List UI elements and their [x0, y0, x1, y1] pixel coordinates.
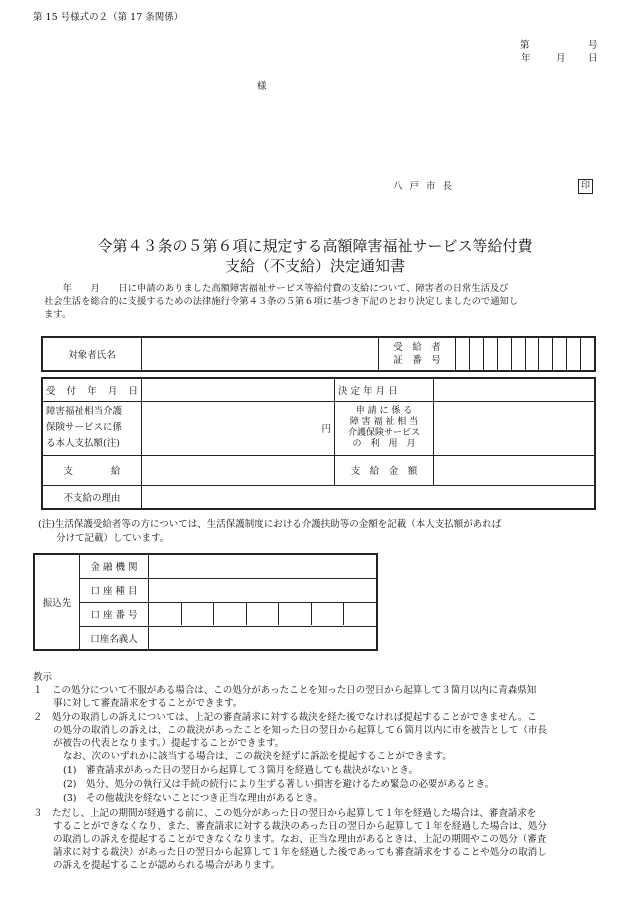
- issuer: 八 戸 市 長: [393, 181, 455, 192]
- date-month: 月: [556, 53, 566, 64]
- account-number-label: 口 座 番 号: [80, 602, 149, 626]
- date-year: 年: [521, 53, 531, 64]
- instruction-heading: 教示: [33, 672, 53, 683]
- instruction-p2-item2: (2) 処分、処分の執行又は手続の続行により生ずる著しい損害を避けるため緊急の必要があるとき。: [63, 779, 495, 790]
- account-type-value[interactable]: [149, 578, 378, 602]
- intro-line2: 社会生活を総合的に支援するための法律施行令第４３条の５第６項に基づき下記のとおり決定しましたので通知し: [44, 296, 519, 307]
- account-holder-label: 口座名義人: [80, 626, 149, 650]
- instruction-p3-l4: 請求に対する裁決）があった日の翌日から起算して１年を経過した後であっても審査請求をすることや処分の取消し: [53, 847, 547, 858]
- applied-month-value[interactable]: [434, 401, 596, 455]
- doc-title-line1: 令第４３条の５第６項に規定する高額障害福祉サービス等給付費: [97, 237, 533, 255]
- recipient-number-boxes[interactable]: [456, 337, 596, 371]
- instruction-p2-l3: が被告の代表となります。）提起することができます。: [53, 738, 285, 749]
- doc-number-go: 号: [588, 40, 598, 51]
- instruction-p2-l2: の処分の取消しの訴えは、この裁決があったことを知った日の翌日から起算して６箇月以内に市を被告として（市長: [53, 725, 547, 736]
- doc-title-line2: 支給（不支給）決定通知書: [224, 257, 405, 275]
- decision-date-label: 決 定 年 月 日: [335, 378, 434, 401]
- payment-amount-value[interactable]: [434, 455, 596, 485]
- reception-date-label: 受 付 年 月 日: [42, 378, 142, 401]
- instruction-p3-l3: の取消しの訴えを提起することができなくなります。なお、正当な理由があるときは、上記の期間やこの処分（審査: [53, 834, 547, 845]
- date-day: 日: [588, 53, 598, 64]
- nonpayment-reason-value[interactable]: [142, 485, 596, 509]
- instruction-p2-l1: ２ 処分の取消しの訴えについては、上記の審査請求に対する裁決を経た後でなければ提起することができません。こ: [33, 712, 537, 723]
- instruction-p1-l1: １ この処分について不服がある場合は、この処分があったことを知った日の翌日から起算して３箇月以内に青森県知: [33, 685, 537, 696]
- payment-value[interactable]: [142, 455, 335, 485]
- decision-date-value[interactable]: [434, 378, 596, 401]
- copay-label: 障害福祉相当介護 保険サービスに係 る本人支払額(注): [42, 401, 142, 455]
- seal-stamp: 印: [578, 179, 593, 194]
- doc-number-dai: 第: [520, 40, 530, 51]
- recipient-number-label: 受 給 者 証 番 号: [379, 337, 456, 371]
- instruction-p2-item3: (3) その他裁決を経ないことにつき正当な理由があるとき。: [63, 793, 323, 804]
- transfer-to-label: 振込先: [34, 554, 80, 650]
- institution-label: 金 融 機 関: [80, 554, 149, 578]
- instruction-p3-l5: の訴えを提起することが認められる場合があります。: [53, 860, 281, 871]
- nonpayment-reason-label: 不支給の理由: [42, 485, 142, 509]
- intro-line1: 年 月 日に申請のありました高額障害福祉サービス等給付費の支給について、障害者の日常生活及び: [44, 283, 509, 294]
- account-type-label: 口 座 種 目: [80, 578, 149, 602]
- instruction-p2-l4: なお、次のいずれかに該当する場合は、この裁決を経ずに訴訟を提起することができます。: [63, 751, 452, 762]
- payment-amount-label: 支 給 金 額: [335, 455, 434, 485]
- bank-table: [33, 553, 378, 651]
- instruction-p2-item1: (1) 審査請求があった日の翌日から起算して３箇月を経過しても裁決がないとき。: [63, 765, 418, 776]
- reception-date-value[interactable]: [142, 378, 335, 401]
- account-number-boxes[interactable]: [149, 602, 378, 626]
- institution-value[interactable]: [149, 554, 378, 578]
- decision-table: [41, 377, 596, 510]
- note-line1: (注)生活保護受給者等の方については、生活保護制度における介護扶助等の金額を記載（本人支払額があれば: [38, 519, 502, 530]
- addressee-suffix: 様: [257, 81, 267, 92]
- account-holder-value[interactable]: [149, 626, 378, 650]
- intro-line3: ます。: [44, 309, 72, 320]
- instruction-p1-l2: 事に対して審査請求をすることができます。: [53, 698, 243, 709]
- note-line2: 分けて記載）しています。: [56, 533, 170, 544]
- subject-name-label: 対象者氏名: [42, 337, 142, 371]
- form-number: 第 15 号様式の２（第 17 条関係）: [33, 12, 184, 23]
- subject-name-value[interactable]: [142, 337, 379, 371]
- instruction-p3-l1: ３ ただし、上記の期間が経過する前に、この処分があった日の翌日から起算して１年を経過した場合は、審査請求を: [33, 808, 537, 819]
- instruction-p3-l2: することができなくなり、また、審査請求に対する裁決のあった日の翌日から起算して１年を経過した場合は、処分: [53, 821, 547, 832]
- payment-label: 支 給: [42, 455, 142, 485]
- subject-table: [41, 336, 596, 372]
- yen-unit: 円: [321, 424, 331, 435]
- copay-value[interactable]: [142, 401, 335, 455]
- applied-month-label: 申 請 に 係 る 障 害 福 祉 相 当 介護保険サービス の 利 用 月: [335, 401, 434, 455]
